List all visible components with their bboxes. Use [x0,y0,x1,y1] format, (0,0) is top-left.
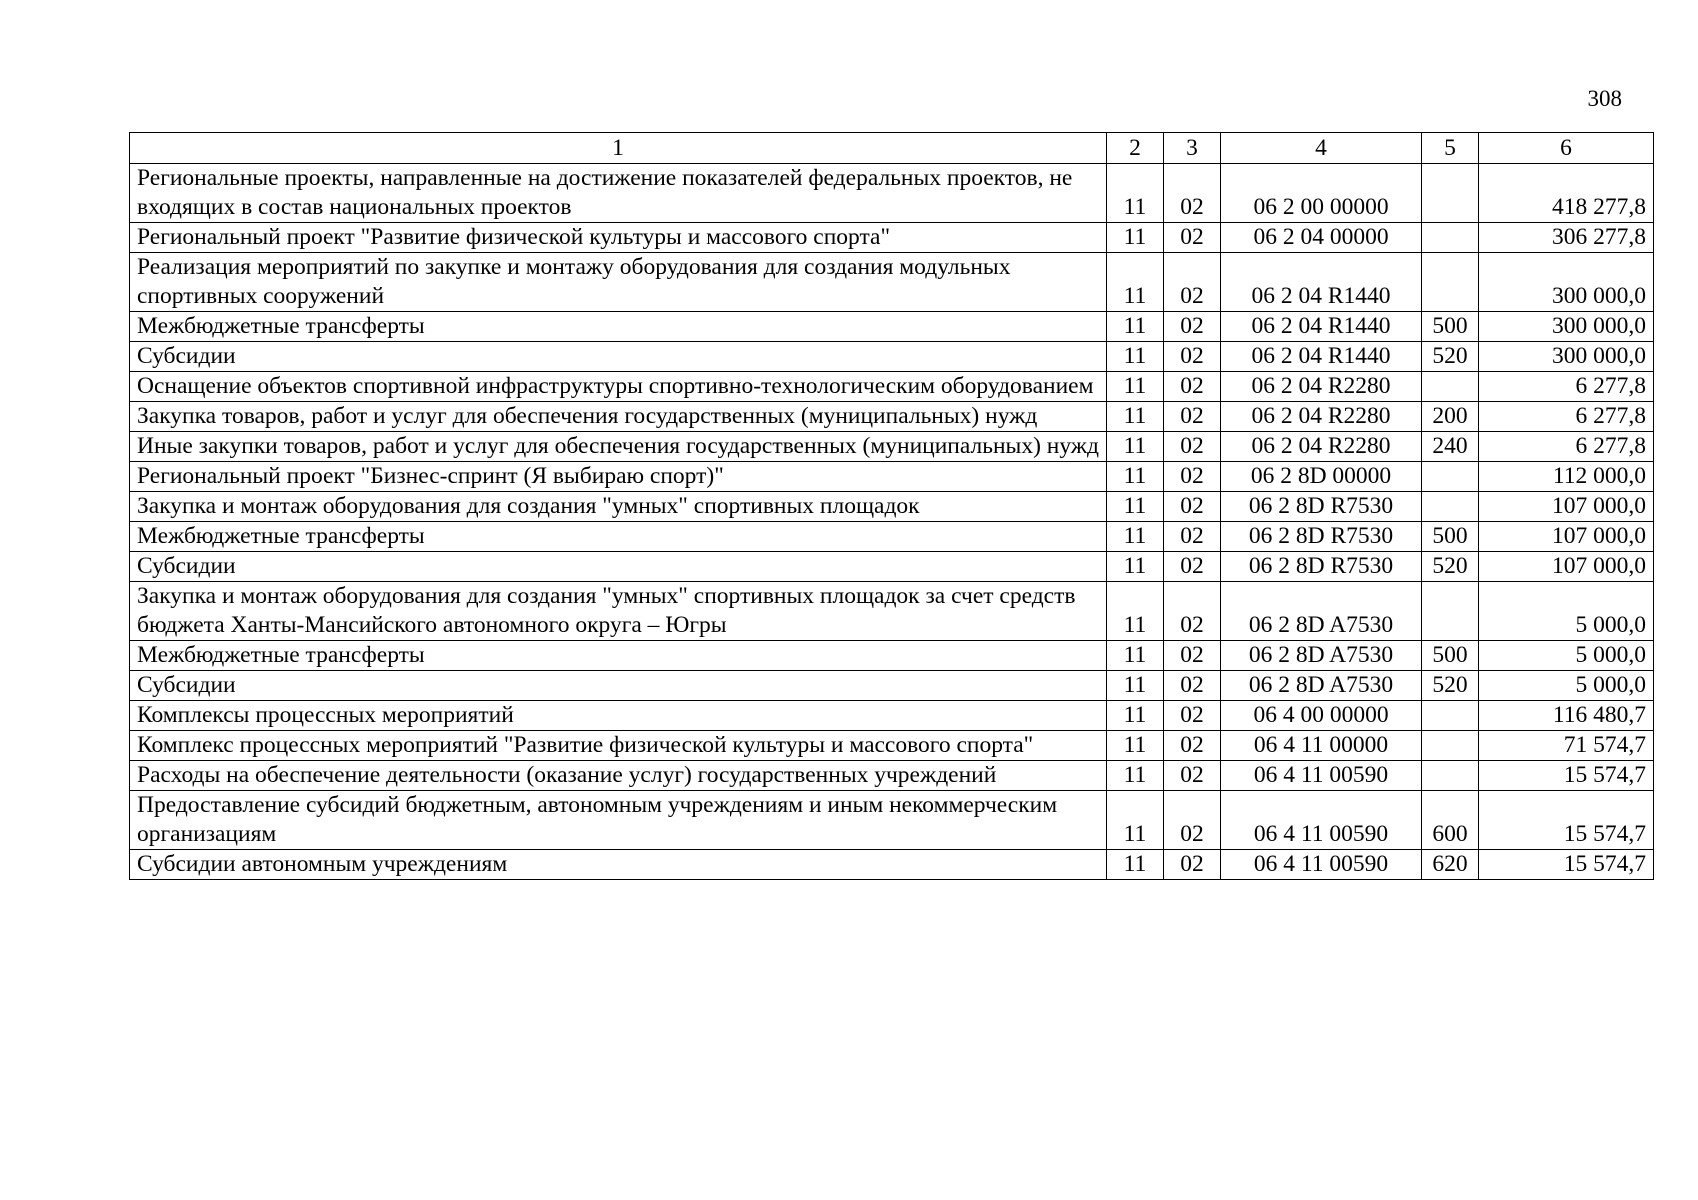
row-subsection: 02 [1164,342,1221,372]
row-name: Субсидии [130,671,1107,701]
row-expense-type [1422,253,1479,312]
row-name: Иные закупки товаров, работ и услуг для обеспечения государственных (муниципальных) нужд [130,432,1107,462]
row-target-code: 06 2 8D 00000 [1221,462,1422,492]
row-section: 11 [1107,492,1164,522]
row-expense-type: 200 [1422,402,1479,432]
table-row [130,552,1654,582]
row-section: 11 [1107,761,1164,791]
row-section: 11 [1107,641,1164,671]
row-subsection: 02 [1164,552,1221,582]
row-section: 11 [1107,223,1164,253]
row-expense-type: 520 [1422,671,1479,701]
table-row [130,432,1654,462]
row-name: Региональный проект "Развитие физической культуры и массового спорта" [130,223,1107,253]
row-subsection: 02 [1164,462,1221,492]
row-subsection: 02 [1164,791,1221,850]
row-target-code: 06 2 8D R7530 [1221,522,1422,552]
row-subsection: 02 [1164,761,1221,791]
table-row [130,372,1654,402]
row-amount: 15 574,7 [1479,850,1654,880]
row-section: 11 [1107,342,1164,372]
table-row [130,253,1654,312]
row-name: Региональные проекты, направленные на достижение показателей федеральных проектов, не входящих в состав национальных проектов [130,164,1107,223]
header-cell-3: 3 [1164,133,1221,164]
row-name: Комплекс процессных мероприятий "Развитие физической культуры и массового спорта" [130,731,1107,761]
row-section: 11 [1107,671,1164,701]
row-name: Предоставление субсидий бюджетным, автономным учреждениям и иным некоммерческим организациям [130,791,1107,850]
table-row [130,701,1654,731]
row-expense-type [1422,462,1479,492]
row-expense-type: 520 [1422,342,1479,372]
row-section: 11 [1107,312,1164,342]
row-amount: 107 000,0 [1479,522,1654,552]
row-amount: 116 480,7 [1479,701,1654,731]
row-amount: 6 277,8 [1479,402,1654,432]
row-subsection: 02 [1164,223,1221,253]
row-name: Субсидии [130,552,1107,582]
page-number: 308 [1587,86,1622,111]
row-amount: 306 277,8 [1479,223,1654,253]
row-name: Расходы на обеспечение деятельности (оказание услуг) государственных учреждений [130,761,1107,791]
row-subsection: 02 [1164,432,1221,462]
header-cell-4: 4 [1221,133,1422,164]
row-target-code: 06 2 04 00000 [1221,223,1422,253]
row-target-code: 06 2 00 00000 [1221,164,1422,223]
row-name: Закупка и монтаж оборудования для создания "умных" спортивных площадок за счет средств бюджета Ханты-Мансийского автономного округа – Югры [130,582,1107,641]
table-row [130,522,1654,552]
table-row [130,641,1654,671]
row-target-code: 06 2 8D R7530 [1221,492,1422,522]
row-expense-type [1422,164,1479,223]
row-section: 11 [1107,164,1164,223]
table-row [130,492,1654,522]
row-amount: 107 000,0 [1479,492,1654,522]
row-expense-type [1422,582,1479,641]
row-target-code: 06 2 04 R2280 [1221,372,1422,402]
row-target-code: 06 2 04 R1440 [1221,312,1422,342]
row-expense-type [1422,492,1479,522]
row-expense-type [1422,372,1479,402]
row-section: 11 [1107,791,1164,850]
row-name: Закупка товаров, работ и услуг для обеспечения государственных (муниципальных) нужд [130,402,1107,432]
row-target-code: 06 2 8D A7530 [1221,671,1422,701]
table-row [130,791,1654,850]
row-expense-type: 240 [1422,432,1479,462]
row-name: Субсидии [130,342,1107,372]
header-cell-1: 1 [130,133,1107,164]
table-header-row [130,133,1654,164]
row-subsection: 02 [1164,671,1221,701]
budget-table [129,132,1654,880]
row-target-code: 06 4 00 00000 [1221,701,1422,731]
row-subsection: 02 [1164,372,1221,402]
row-expense-type [1422,731,1479,761]
table-row [130,342,1654,372]
row-expense-type: 500 [1422,641,1479,671]
table-row [130,850,1654,880]
table-row [130,761,1654,791]
row-target-code: 06 2 04 R2280 [1221,432,1422,462]
row-amount: 300 000,0 [1479,253,1654,312]
row-expense-type: 620 [1422,850,1479,880]
row-amount: 418 277,8 [1479,164,1654,223]
row-subsection: 02 [1164,522,1221,552]
row-name: Реализация мероприятий по закупке и монтажу оборудования для создания модульных спортивных сооружений [130,253,1107,312]
row-section: 11 [1107,253,1164,312]
row-section: 11 [1107,402,1164,432]
row-amount: 300 000,0 [1479,312,1654,342]
table-body [130,133,1654,880]
row-target-code: 06 4 11 00590 [1221,791,1422,850]
row-subsection: 02 [1164,312,1221,342]
row-target-code: 06 2 04 R2280 [1221,402,1422,432]
table-row [130,731,1654,761]
row-amount: 15 574,7 [1479,791,1654,850]
row-name: Закупка и монтаж оборудования для создания "умных" спортивных площадок [130,492,1107,522]
row-subsection: 02 [1164,641,1221,671]
row-subsection: 02 [1164,701,1221,731]
row-subsection: 02 [1164,582,1221,641]
row-name: Комплексы процессных мероприятий [130,701,1107,731]
table-row [130,402,1654,432]
row-subsection: 02 [1164,164,1221,223]
table-row [130,462,1654,492]
table-row [130,671,1654,701]
row-expense-type: 520 [1422,552,1479,582]
row-subsection: 02 [1164,253,1221,312]
row-section: 11 [1107,372,1164,402]
row-amount: 300 000,0 [1479,342,1654,372]
row-amount: 71 574,7 [1479,731,1654,761]
row-amount: 112 000,0 [1479,462,1654,492]
row-subsection: 02 [1164,402,1221,432]
row-section: 11 [1107,850,1164,880]
row-amount: 5 000,0 [1479,671,1654,701]
table-row [130,582,1654,641]
row-expense-type: 500 [1422,522,1479,552]
row-name: Региональный проект "Бизнес-спринт (Я выбираю спорт)" [130,462,1107,492]
row-subsection: 02 [1164,492,1221,522]
row-name: Межбюджетные трансферты [130,312,1107,342]
row-target-code: 06 2 04 R1440 [1221,342,1422,372]
row-name: Субсидии автономным учреждениям [130,850,1107,880]
row-section: 11 [1107,552,1164,582]
row-name: Межбюджетные трансферты [130,641,1107,671]
header-cell-2: 2 [1107,133,1164,164]
row-amount: 6 277,8 [1479,432,1654,462]
row-section: 11 [1107,462,1164,492]
header-cell-6: 6 [1479,133,1654,164]
row-amount: 15 574,7 [1479,761,1654,791]
row-expense-type: 600 [1422,791,1479,850]
table-row [130,312,1654,342]
row-target-code: 06 2 8D A7530 [1221,582,1422,641]
row-amount: 107 000,0 [1479,552,1654,582]
row-name: Межбюджетные трансферты [130,522,1107,552]
row-name: Оснащение объектов спортивной инфраструктуры спортивно-технологическим оборудованием [130,372,1107,402]
header-cell-5: 5 [1422,133,1479,164]
row-target-code: 06 2 8D R7530 [1221,552,1422,582]
row-target-code: 06 4 11 00590 [1221,850,1422,880]
row-section: 11 [1107,432,1164,462]
table-row [130,223,1654,253]
row-section: 11 [1107,701,1164,731]
table-row [130,164,1654,223]
row-target-code: 06 4 11 00000 [1221,731,1422,761]
row-subsection: 02 [1164,731,1221,761]
row-section: 11 [1107,522,1164,552]
row-amount: 6 277,8 [1479,372,1654,402]
row-section: 11 [1107,731,1164,761]
row-expense-type [1422,701,1479,731]
row-subsection: 02 [1164,850,1221,880]
row-target-code: 06 2 04 R1440 [1221,253,1422,312]
row-target-code: 06 4 11 00590 [1221,761,1422,791]
row-target-code: 06 2 8D A7530 [1221,641,1422,671]
row-amount: 5 000,0 [1479,582,1654,641]
row-expense-type [1422,761,1479,791]
row-amount: 5 000,0 [1479,641,1654,671]
row-expense-type [1422,223,1479,253]
row-section: 11 [1107,582,1164,641]
row-expense-type: 500 [1422,312,1479,342]
